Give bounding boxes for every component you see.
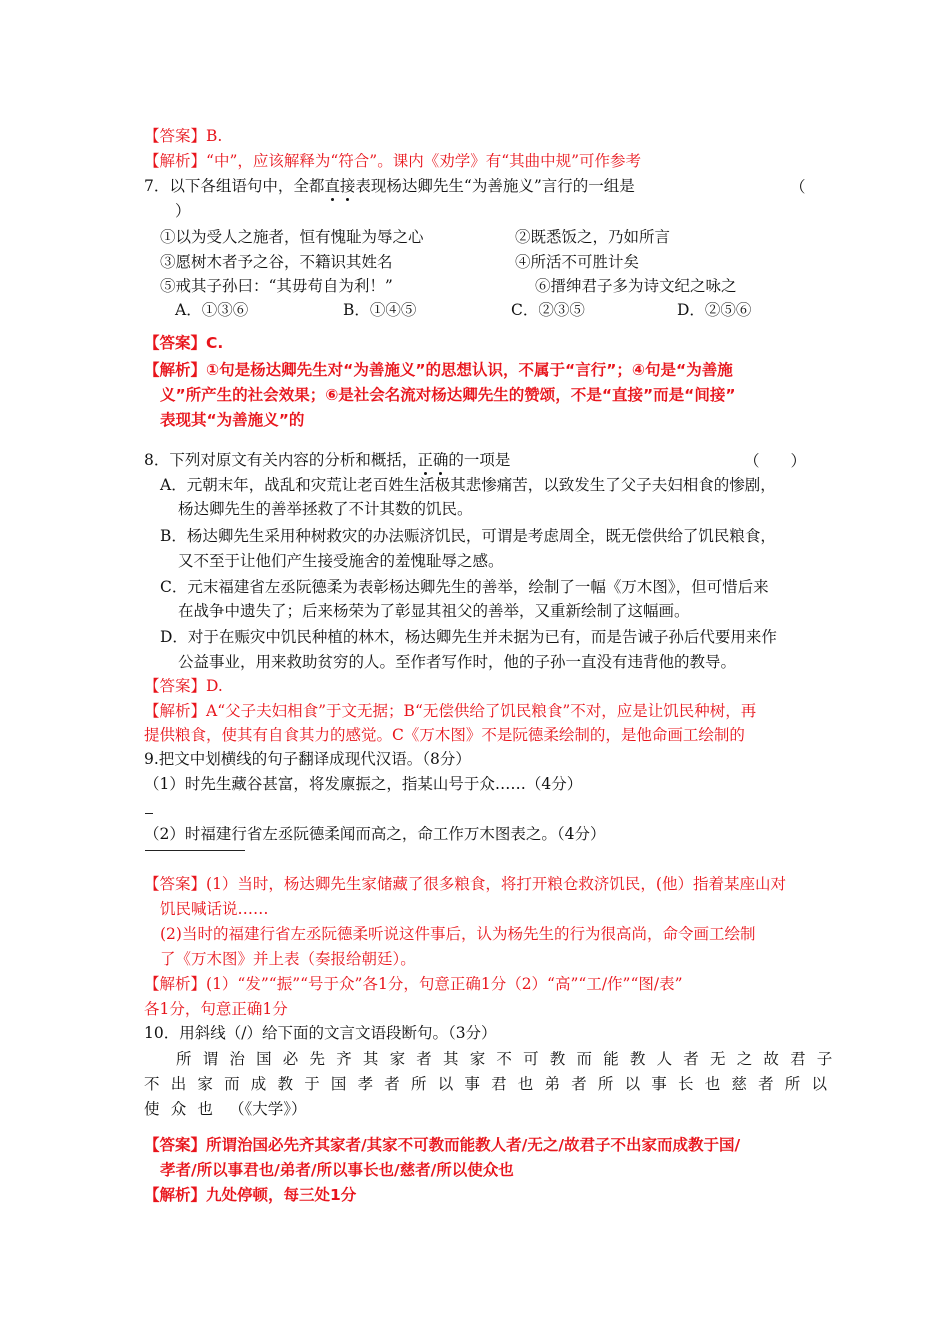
q10-stem: 10．用斜线（/）给下面的文言文语段断句。（3分） <box>144 1024 497 1042</box>
stem-text: 的一项是 <box>448 451 511 469</box>
q8-paren: （ ） <box>744 452 807 470</box>
analysis-tag: 【解析】 <box>144 702 207 720</box>
q8-option-b-line2: 又不至于让他们产生接受施舍的羞愧耻辱之感。 <box>178 552 504 570</box>
q8-option-b-line1: B．杨达卿先生采用种树救灾的办法赈济饥民，可谓是考虑周全，既无偿供给了饥民粮食， <box>160 527 776 545</box>
q9-answer-line1 <box>144 873 786 895</box>
emphasis-char: 接 <box>339 177 356 195</box>
answer-text: C. <box>206 334 224 352</box>
q7-option-b: B．①④⑤ <box>343 301 417 319</box>
q8-analysis-line1 <box>144 700 756 722</box>
q10-text-line1: 所谓治国必先齐其家者其家不可教而能教人者无之故君子 <box>176 1050 844 1068</box>
q10-analysis <box>144 1184 356 1206</box>
q7-item: ⑤戒其子孙曰：“其毋苟自为利！” <box>160 277 393 295</box>
q10-text-line3: 使众也 <box>144 1100 225 1118</box>
q10-source: （《大学》） <box>229 1100 307 1118</box>
q9-analysis-line2: 各1分，句意正确1分 <box>144 1000 288 1018</box>
q6-answer <box>144 125 222 147</box>
stem-text: 8．下列对原文有关内容的分析和概括， <box>144 451 418 469</box>
q9-answer-line2: 饥民喊话说…… <box>160 900 269 918</box>
q6-analysis <box>144 150 641 172</box>
analysis-tag: 【解析】 <box>144 975 207 993</box>
q8-option-d-line2: 公益事业，用来救助贫穷的人。至作者写作时，他的子孙一直没有违背他的教导。 <box>178 653 737 671</box>
q8-option-c-line1: C．元末福建省左丞阮德柔为表彰杨达卿先生的善举，绘制了一幅《万木图》，但可惜后来 <box>160 578 769 596</box>
q7-item: ⑥搢绅君子多为诗文纪之咏之 <box>535 277 737 295</box>
answer-text: B. <box>206 127 223 145</box>
answer-tag: 【答案】 <box>144 334 207 352</box>
q8-analysis-line2: 提供粮食，使其有自食其力的感觉。C《万木图》不是阮德柔绘制的，是他命画工绘制的 <box>144 726 745 744</box>
analysis-text: 九处停顿，每三处1分 <box>206 1186 357 1204</box>
q7-analysis-line2: 义”所产生的社会效果；⑥是社会名流对杨达卿先生的赞颂，不是“直接”而是“间接” <box>160 386 736 404</box>
answer-tag: 【答案】 <box>144 677 207 695</box>
stem-text: 表现杨达卿先生“为善施义”言行的一组是 <box>355 177 635 195</box>
answer-tag: 【答案】 <box>144 127 207 145</box>
answer-tag: 【答案】 <box>144 1136 207 1154</box>
q7-paren-open: （ <box>790 178 806 196</box>
q8-option-d-line1: D．对于在赈灾中饥民种植的林木，杨达卿先生并未据为已有，而是告诫子孙后代要用来作 <box>160 628 777 646</box>
q10-answer-line2: 孝者/所以事君也/弟者/所以事长也/慈者/所以使众也 <box>160 1161 514 1179</box>
q8-answer <box>144 675 223 697</box>
q8-option-c-line2: 在战争中遗失了；后来杨荣为了彰显其祖父的善举，又重新绘制了这幅画。 <box>178 602 690 620</box>
q9-sentence-2: （2）时福建行省左丞阮德柔闻而高之，命工作万木图表之。（4分） <box>144 825 606 843</box>
q7-item: ②既悉饭之，乃如所言 <box>515 228 671 246</box>
q8-stem <box>144 449 510 471</box>
analysis-tag: 【解析】 <box>144 1186 207 1204</box>
q9-sentence-1: （1）时先生藏谷甚富，将发廪振之，指某山号于众……（4分） <box>144 775 583 793</box>
q8-option-a-line1: A．元朝末年，战乱和灾荒让老百姓生活极其悲惨痛苦，以致发生了父子夫妇相食的惨剧， <box>160 476 776 494</box>
q7-option-c: C．②③⑤ <box>511 301 585 319</box>
q9-analysis-line1 <box>144 973 683 995</box>
emphasis-char: 正 <box>417 451 433 469</box>
q7-item: ③愿树木者予之谷，不籍识其姓名 <box>160 253 393 271</box>
analysis-text: ①句是杨达卿先生对“为善施义”的思想认识，不属于“言行”；④句是“为善施 <box>206 361 733 379</box>
q7-paren-close: ） <box>175 202 191 220</box>
q7-stem <box>144 175 635 197</box>
q8-option-a-line2: 杨达卿先生的善举拯救了不计其数的饥民。 <box>178 500 473 518</box>
answer-tag: 【答案】 <box>144 875 207 893</box>
q10-answer-line1 <box>144 1134 740 1156</box>
stem-text: 7．以下各组语句中，全都 <box>144 177 325 195</box>
answer-text: D. <box>206 677 223 695</box>
emphasis-char: 确 <box>432 451 449 469</box>
underline-mark <box>145 813 153 814</box>
underline-mark <box>145 850 245 851</box>
q10-text-line2: 不出家而成教于国孝者所以事君也弟者所以事长也慈者所以 <box>144 1075 839 1093</box>
q7-answer <box>144 332 223 354</box>
q7-option-d: D．②⑤⑥ <box>677 301 752 319</box>
q7-item: ①以为受人之施者，恒有愧耻为辱之心 <box>160 228 424 246</box>
analysis-tag: 【解析】 <box>144 152 207 170</box>
q7-analysis-line1 <box>144 359 733 381</box>
q7-option-a: A．①③⑥ <box>175 301 249 319</box>
emphasis-char: 直 <box>324 177 340 195</box>
analysis-text: (1）“发”“振”“号于众”各1分，句意正确1分（2）“高”“工/作”“图/表” <box>206 975 683 993</box>
q9-answer-line4: 了《万木图》并上表（奏报给朝廷）。 <box>160 950 416 968</box>
analysis-text: “中”，应该解释为“符合”。课内《劝学》有“其曲中规”可作参考 <box>206 152 642 170</box>
q9-stem: 9.把文中划横线的句子翻译成现代汉语。（8分） <box>144 750 471 768</box>
q7-analysis-line3: 表现其“为善施义”的 <box>160 411 305 429</box>
answer-text: 所谓治国必先齐其家者/其家不可教而能教人者/无之/故君子不出家而成教于国/ <box>206 1136 741 1154</box>
q7-item: ④所活不可胜计矣 <box>515 253 640 271</box>
q9-answer-line3: (2)当时的福建行省左丞阮德柔听说这件事后，认为杨先生的行为很高尚，命令画工绘制 <box>160 925 756 943</box>
answer-text: (1）当时，杨达卿先生家储藏了很多粮食，将打开粮仓救济饥民，(他）指着某座山对 <box>206 875 786 893</box>
analysis-text: A“父子夫妇相食”于文无据；B“无偿供给了饥民粮食”不对，应是让饥民种树，再 <box>206 702 757 720</box>
analysis-tag: 【解析】 <box>144 361 207 379</box>
